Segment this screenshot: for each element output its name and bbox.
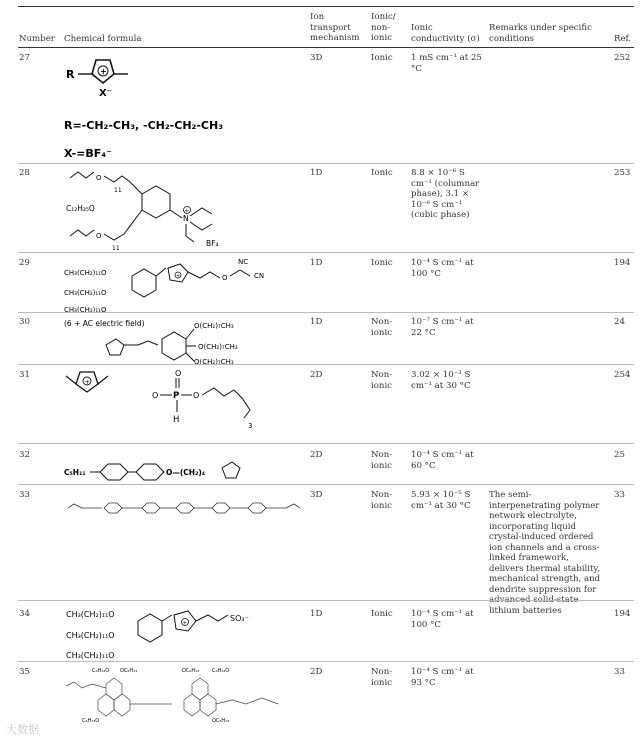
- header-ref: Ref.: [614, 34, 632, 44]
- row-29-structure: [62, 254, 302, 318]
- row-30-chain-1: O(CH₂)₇CH₃: [194, 322, 234, 330]
- row-divider: [18, 364, 634, 365]
- row-27-mechanism: 3D: [310, 53, 323, 63]
- row-32-structure: [62, 448, 302, 492]
- row-33-remarks: The semi-interpenetrating polymer network electrolyte, incorporating liquid crystal-induced ordered ion channels and a cross-linked framework, delivers thermal stability, mechanical strength, and dendrite suppression for advanced solid-state lithium batteries: [489, 490, 601, 616]
- row-32-linker: O—(CH₂)₄: [166, 468, 206, 477]
- row-27-ionic: Ionic: [371, 53, 393, 63]
- row-31-mechanism: 2D: [310, 370, 323, 380]
- svg-text:O: O: [96, 232, 102, 240]
- row-30-conductivity: 10⁻⁷ S cm⁻¹ at 22 °C: [411, 317, 474, 338]
- row-29-number: 29: [19, 258, 30, 268]
- row-31-conductivity: 3.02 × 10⁻³ S cm⁻¹ at 30 °C: [411, 370, 471, 391]
- row-33-number: 33: [19, 490, 30, 500]
- row-29-chain-3: CH₃(CH₂)₁₁O: [64, 306, 107, 314]
- svg-text:O: O: [96, 174, 102, 182]
- header-mechanism: Ion transport mechanism: [310, 12, 360, 43]
- row-29-ionic: Ionic: [371, 258, 393, 268]
- row-divider: [18, 484, 634, 485]
- row-28-n2: 11: [112, 245, 120, 252]
- row-27-ref: 252: [614, 53, 631, 63]
- row-33-ref: 33: [614, 490, 625, 500]
- row-31-ionic: Non-ionic: [371, 370, 393, 391]
- row-28-ref: 253: [614, 168, 631, 178]
- row-29-mechanism: 1D: [310, 258, 323, 268]
- row-35-structure: [62, 664, 302, 728]
- row-28-structure: [62, 164, 302, 258]
- row-33-mechanism: 3D: [310, 490, 323, 500]
- row-27-x-definition: X-=BF₄⁻: [64, 147, 112, 160]
- header-number: Number: [19, 34, 55, 44]
- row-34-structure: [62, 603, 302, 665]
- row-33-structure: [62, 490, 302, 524]
- row-28-conductivity: 8.8 × 10⁻⁶ S cm⁻¹ (columnar phase), 3.1 × 10⁻⁶ S cm⁻¹ (cubic phase): [411, 168, 480, 220]
- row-28-anion: BF₄: [206, 239, 219, 248]
- row-34-chain-1: CH₃(CH₂)₁₁O: [66, 610, 115, 619]
- row-28-ionic: Ionic: [371, 168, 393, 178]
- svg-text:O: O: [175, 369, 182, 378]
- row-divider: [18, 252, 634, 253]
- row-35-r3: C₆H₁₃O: [82, 718, 100, 724]
- row-27-conductivity: 1 mS cm⁻¹ at 25 °C: [411, 53, 482, 74]
- header-ionic: Ionic/ non-ionic: [371, 12, 396, 43]
- row-32-ionic: Non-ionic: [371, 450, 393, 471]
- row-divider: [18, 443, 634, 444]
- row-33-ionic: Non-ionic: [371, 490, 393, 511]
- row-35-r2: OC₆H₁₃: [120, 668, 138, 674]
- svg-text:N: N: [183, 214, 189, 223]
- row-34-ref: 194: [614, 609, 631, 619]
- row-27-r-definition: R=-CH₂-CH₃, -CH₂-CH₂-CH₃: [64, 119, 224, 132]
- row-29-ref: 194: [614, 258, 631, 268]
- svg-text:O: O: [222, 274, 228, 282]
- row-31-number: 31: [19, 370, 30, 380]
- row-28-n1: 11: [114, 187, 122, 194]
- row-27-r-label: R: [66, 68, 75, 81]
- row-35-r5: C₆H₁₃O: [212, 668, 230, 674]
- row-30-chain-3: O(CH₂)₇CH₃: [194, 358, 234, 365]
- row-35-number: 35: [19, 667, 30, 677]
- row-34-mechanism: 1D: [310, 609, 323, 619]
- row-32-number: 32: [19, 450, 30, 460]
- row-35-r4: OC₆H₁₃: [182, 668, 200, 674]
- row-31-hydrogen: H: [173, 415, 180, 425]
- row-30-ionic: Non-ionic: [371, 317, 393, 338]
- row-34-chain-3: CH₃(CH₂)₁₁O: [66, 651, 115, 660]
- row-28-chain: C₁₂H₂₅O: [66, 204, 95, 213]
- row-34-number: 34: [19, 609, 30, 619]
- row-29-nc: NC: [238, 258, 249, 266]
- row-31-structure: [62, 366, 302, 442]
- row-33-conductivity: 5.93 × 10⁻⁵ S cm⁻¹ at 30 °C: [411, 490, 471, 511]
- header-conductivity: Ionic conductivity (σ): [411, 23, 480, 44]
- table-top-rule: [18, 6, 634, 7]
- row-35-conductivity: 10⁻⁴ S cm⁻¹ at 93 °C: [411, 667, 474, 688]
- row-34-cation-sign: +: [182, 620, 188, 627]
- row-34-ionic: Ionic: [371, 609, 393, 619]
- row-31-n: 3: [248, 422, 253, 430]
- row-29-conductivity: 10⁻⁴ S cm⁻¹ at 100 °C: [411, 258, 474, 279]
- header-formula: Chemical formula: [64, 34, 142, 44]
- row-31-phosphorus: P: [173, 391, 180, 401]
- header-remarks: Remarks under specific conditions: [489, 23, 592, 44]
- svg-text:O: O: [152, 391, 159, 400]
- row-30-chain-2: O(CH₂)₇CH₃: [198, 343, 238, 351]
- row-31-ref: 254: [614, 370, 631, 380]
- row-29-cation-sign: +: [176, 273, 181, 280]
- row-35-r6: OC₆H₁₃: [212, 718, 230, 724]
- row-29-chain-1: CH₃(CH₂)₁₁O: [64, 269, 107, 277]
- row-27-number: 27: [19, 53, 30, 63]
- row-35-r1: C₆H₁₃O: [92, 668, 110, 674]
- row-35-mechanism: 2D: [310, 667, 323, 677]
- row-29-cn: CN: [254, 272, 265, 280]
- row-27-cation-sign: +: [100, 67, 107, 76]
- row-28-mechanism: 1D: [310, 168, 323, 178]
- row-30-mechanism: 1D: [310, 317, 323, 327]
- watermark: 大数据: [6, 723, 39, 736]
- svg-text:O: O: [193, 391, 200, 400]
- row-30-structure: [62, 311, 302, 369]
- row-27-structure: [62, 50, 302, 166]
- row-34-conductivity: 10⁻⁴ S cm⁻¹ at 100 °C: [411, 609, 474, 630]
- row-30-ref: 24: [614, 317, 625, 327]
- row-31-cation-sign: +: [84, 378, 90, 386]
- row-32-mechanism: 2D: [310, 450, 323, 460]
- row-28-number: 28: [19, 168, 30, 178]
- row-32-conductivity: 10⁻⁴ S cm⁻¹ at 60 °C: [411, 450, 474, 471]
- row-32-chain: C₅H₁₁: [64, 468, 86, 477]
- row-30-note: (6 + AC electric field): [64, 319, 145, 328]
- row-divider: [18, 600, 634, 601]
- row-30-number: 30: [19, 317, 30, 327]
- row-29-chain-2: CH₃(CH₂)₁₁O: [64, 289, 107, 297]
- row-divider: [18, 661, 634, 662]
- row-28-cation-sign: +: [184, 208, 190, 215]
- row-35-ionic: Non-ionic: [371, 667, 393, 688]
- row-32-ref: 25: [614, 450, 625, 460]
- row-27-anion: X⁻: [99, 88, 112, 99]
- row-34-so3: SO₃⁻: [230, 614, 249, 623]
- row-35-ref: 33: [614, 667, 625, 677]
- header-bottom-rule: [18, 47, 634, 48]
- row-34-chain-2: CH₃(CH₂)₁₁O: [66, 631, 115, 640]
